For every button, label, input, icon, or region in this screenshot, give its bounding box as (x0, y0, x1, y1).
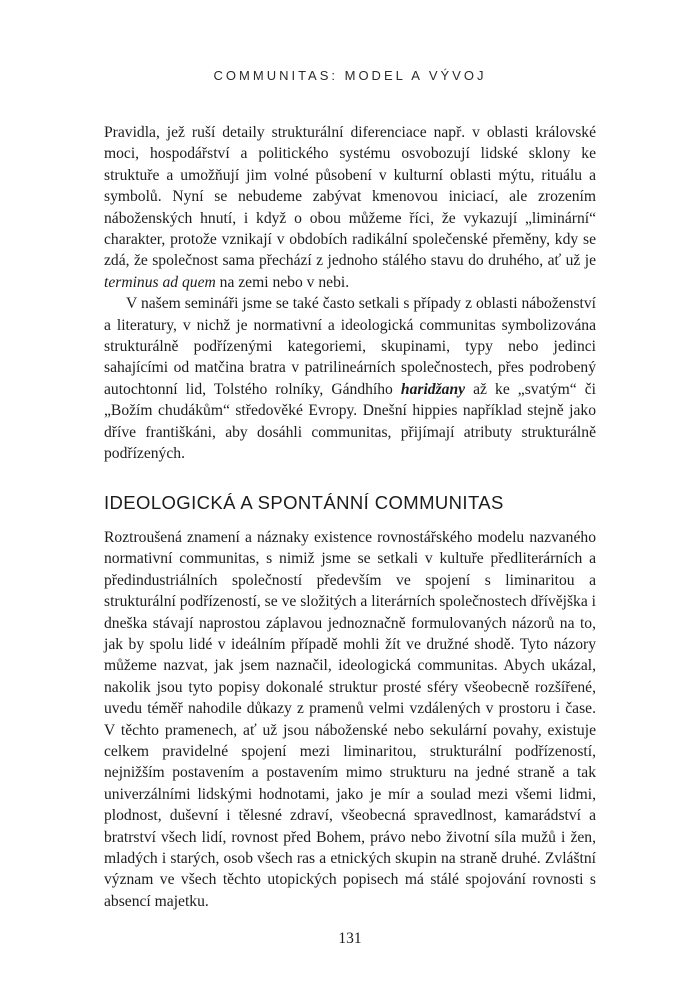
text-segment: Roztroušená znamení a náznaky existence rovnostářského modelu nazvaného normativní communitas, s nimiž jsme se setkali v kultuře předliterárních a předindustriálních společností především ve spojení s liminaritou a strukturální podřízeností, se ve složitých a literárních společnostech dřívějška i dneška stávají naprostou záplavou jednoznačně formulovaných názorů na to, jak by spolu lidé v ideálním případě mohli žít ve družné shodě. Tyto názory můžeme nazvat, jak jsem naznačil, ideologická communitas. Abych ukázal, nakolik jsou tyto popisy dokonalé struktur prosté sféry všeobecně rozšířené, uvedu téměř nahodile důkazy z pramenů velmi vzdálených v prostoru i čase. V těchto pramenech, ať už jsou náboženské nebo sekulární povahy, existuje celkem pravidelné spojení mezi liminaritou, strukturální podřízeností, nejnižším postavením a postavením mimo strukturu na jedné straně a tak univerzálními lidskými hodnotami, jako je mír a soulad mezi všemi lidmi, plodnost, duševní i tělesné zdraví, všeobecná spravedlnost, kamarádství a bratrství všech lidí, rovnost před Bohem, právo nebo životní síla mužů i žen, mladých i starých, osob všech ras a etnických skupin na straně druhé. Zvláštní význam ve všech těchto utopických popisech má stálé spojování rovnosti s absencí majetku. (104, 528, 596, 910)
paragraph (104, 293, 596, 464)
text-segment: haridžany (400, 380, 466, 398)
page-number: 131 (338, 930, 362, 947)
text-segment: na zemi nebo v nebi. (215, 273, 350, 291)
text-segment: V našem semináři jsme se také často setkali s případy z oblasti náboženství a literatury, v nichž je normativní a ideologická communitas symbolizována strukturálně podřízenými kategoriemi, skupinami, typy nebo jedinci sahajícími od matčina bratra v patrilineárních společnostech, přes podrobený autochtonní lid, Tolstého rolníky, Gándhího (104, 295, 596, 398)
paragraph (104, 122, 596, 293)
text-segment: až ke „svatým“ či „Božím chudákům“ středověké Evropy. Dnešní hippies například stejně jako dříve františkáni, aby dosáhli communitas, přijímají atributy strukturálně podřízených. (104, 380, 597, 463)
text-block (104, 122, 596, 912)
running-header: COMMUNITAS: MODEL A VÝVOJ (213, 68, 487, 83)
text-segment: terminus ad quem (104, 273, 216, 291)
text-segment: Pravidla, jež ruší detaily strukturální diferenciace např. v oblasti královské moci, hospodářství a politického systému osvobozují lidské sklony ke struktuře a umožňují jim volné působení v kulturní oblasti mýtu, rituálu a symbolů. Nyní se nebudeme zabývat kmenovou iniciací, ale zrozením náboženských hnutí, i když o obou můžeme říci, že vykazují „liminární“ charakter, protože vznikají v obdobích radikální společenské přeměny, kdy se zdá, že společnost sama přechází z jednoho stálého stavu do druhého, ať už je (104, 124, 596, 270)
paragraph (104, 527, 596, 912)
section-heading: IDEOLOGICKÁ A SPONTÁNNÍ COMMUNITAS (104, 491, 504, 513)
